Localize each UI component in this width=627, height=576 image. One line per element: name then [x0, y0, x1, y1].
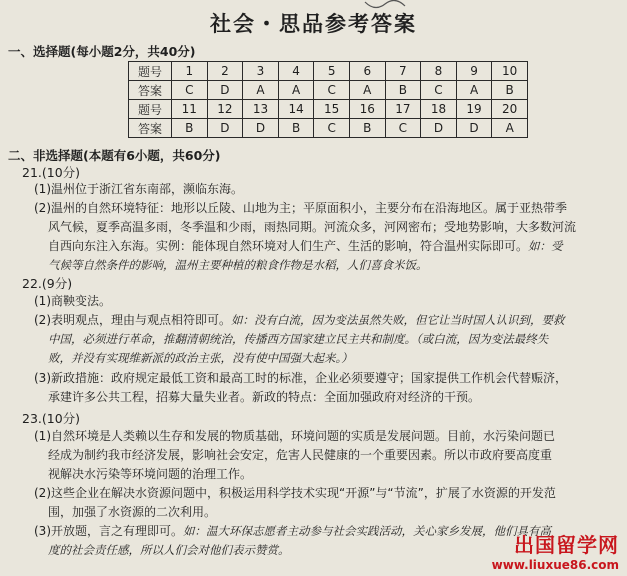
table-cell: 2 — [207, 62, 243, 81]
answer-table — [128, 61, 528, 138]
table-cell: D — [456, 119, 492, 138]
row-label: 题号 — [129, 100, 172, 119]
table-cell: D — [207, 119, 243, 138]
table-cell: A — [456, 81, 492, 100]
table-cell: B — [349, 119, 385, 138]
text-span: (3)开放题，言之有理即可。 — [34, 524, 183, 538]
table-cell: 5 — [314, 62, 350, 81]
text-span: 自西向东注入东海。实例：能体现自然环境对人们生产、生活的影响，符合温州实际即可。 — [48, 239, 529, 253]
text-line — [34, 237, 624, 256]
q23-answer-2 — [34, 484, 624, 522]
table-cell: 18 — [421, 100, 457, 119]
section1-heading: 一、选择题(每小题2分，共40分) — [8, 44, 196, 59]
table-cell: C — [385, 119, 421, 138]
question-23-label: 23.(10分) — [22, 411, 81, 426]
table-cell: 11 — [172, 100, 208, 119]
text-line: (2)这些企业在解决水资源问题中，积极运用科学技术实现“开源”与“节流”，扩展了水资源的开发范 — [34, 486, 556, 500]
table-cell: C — [172, 81, 208, 100]
text-line: 承建许多公共工程，招募大量失业者。新政的特点：全面加强政府对经济的干预。 — [48, 390, 481, 404]
text-line: 经成为制约我市经济发展，影响社会安定，危害人民健康的一个重要因素。所以市政府要高度重 — [48, 448, 553, 462]
question-22-label: 22.(9分) — [22, 276, 73, 291]
row-label: 题号 — [129, 62, 172, 81]
text-line: (3)新政措施：政府规定最低工资和最高工时的标准，企业必须要遵守；国家提供工作机会代替赈济， — [34, 371, 568, 385]
site-watermark — [492, 529, 619, 572]
question-21-label: 21.(10分) — [22, 165, 81, 180]
q21-answer-2 — [34, 199, 624, 275]
table-cell: 1 — [172, 62, 208, 81]
watermark-name: 出国留学网 — [514, 533, 619, 557]
table-cell: A — [492, 119, 528, 138]
handwritten-note: 如：受 — [528, 239, 563, 253]
table-row — [129, 119, 528, 138]
table-cell: 19 — [456, 100, 492, 119]
q22-answer-2 — [34, 311, 624, 368]
table-cell: C — [314, 81, 350, 100]
table-cell: B — [172, 119, 208, 138]
table-cell: B — [492, 81, 528, 100]
table-cell: 10 — [492, 62, 528, 81]
table-cell: D — [207, 81, 243, 100]
table-cell: 7 — [385, 62, 421, 81]
table-row — [129, 100, 528, 119]
table-cell: 14 — [278, 100, 314, 119]
table-cell: 17 — [385, 100, 421, 119]
table-cell: 20 — [492, 100, 528, 119]
text-line: 围，加强了水资源的二次利用。 — [48, 505, 217, 519]
table-cell: B — [385, 81, 421, 100]
handwritten-note: 中国，必须进行革命，推翻清朝统治，传播西方国家建立民主共和制度。（或白流，因为变法最终失 — [48, 332, 549, 346]
table-row — [129, 81, 528, 100]
table-cell: D — [243, 119, 279, 138]
table-cell: 3 — [243, 62, 279, 81]
text-line: 视解决水污染等环境问题的治理工作。 — [48, 467, 253, 481]
table-cell: A — [278, 81, 314, 100]
page-title: 社会・思品参考答案 — [210, 12, 417, 36]
table-cell: 6 — [349, 62, 385, 81]
row-label: 答案 — [129, 119, 172, 138]
handwritten-note: 败，并没有实现维新派的政治主张，没有使中国强大起来。） — [48, 351, 353, 365]
row-label: 答案 — [129, 81, 172, 100]
table-row — [129, 62, 528, 81]
table-cell: C — [314, 119, 350, 138]
q22-answer-3 — [34, 369, 624, 407]
handwritten-note: 气候等自然条件的影响，温州主要种植的粮食作物是水稻，人们喜食米饭。 — [48, 258, 428, 272]
watermark-url: www.liuxue86.com — [491, 558, 619, 572]
text-line: (1)自然环境是人类赖以生存和发展的物质基础，环境问题的实质是发展问题。目前，水污染问题已 — [34, 429, 556, 443]
table-cell: C — [421, 81, 457, 100]
text-line: 风气候，夏季高温多雨，冬季温和少雨，雨热同期。河流众多，河网密布；受地势影响，大多数河流 — [48, 220, 577, 234]
q21-answer-1: (1)温州位于浙江省东南部，濒临东海。 — [34, 182, 243, 196]
q22-answer-1: (1)商鞅变法。 — [34, 294, 111, 308]
text-span: (2)表明观点，理由与观点相符即可。 — [34, 313, 231, 327]
table-cell: 13 — [243, 100, 279, 119]
table-cell: 12 — [207, 100, 243, 119]
table-cell: 8 — [421, 62, 457, 81]
section2-heading: 二、非选择题(本题有6小题，共60分) — [8, 148, 221, 163]
table-cell: 15 — [314, 100, 350, 119]
table-cell: D — [421, 119, 457, 138]
table-cell: B — [278, 119, 314, 138]
handwritten-note: 如：没有白流，因为变法虽然失败，但它让当时国人认识到，要救 — [231, 313, 565, 327]
handwritten-note: 如：温大环保志愿者主动参与社会实践活动，关心家乡发展，他们具有高 — [183, 524, 551, 538]
q23-answer-1 — [34, 427, 624, 484]
text-line: (2)温州的自然环境特征：地形以丘陵、山地为主；平原面积小，主要分布在沿海地区。属于亚热带季 — [34, 201, 568, 215]
text-line — [34, 311, 624, 330]
table-cell: A — [349, 81, 385, 100]
table-cell: 16 — [349, 100, 385, 119]
table-cell: 9 — [456, 62, 492, 81]
table-cell: 4 — [278, 62, 314, 81]
handwritten-note: 度的社会责任感，所以人们会对他们表示赞赏。 — [48, 543, 290, 557]
table-cell: A — [243, 81, 279, 100]
